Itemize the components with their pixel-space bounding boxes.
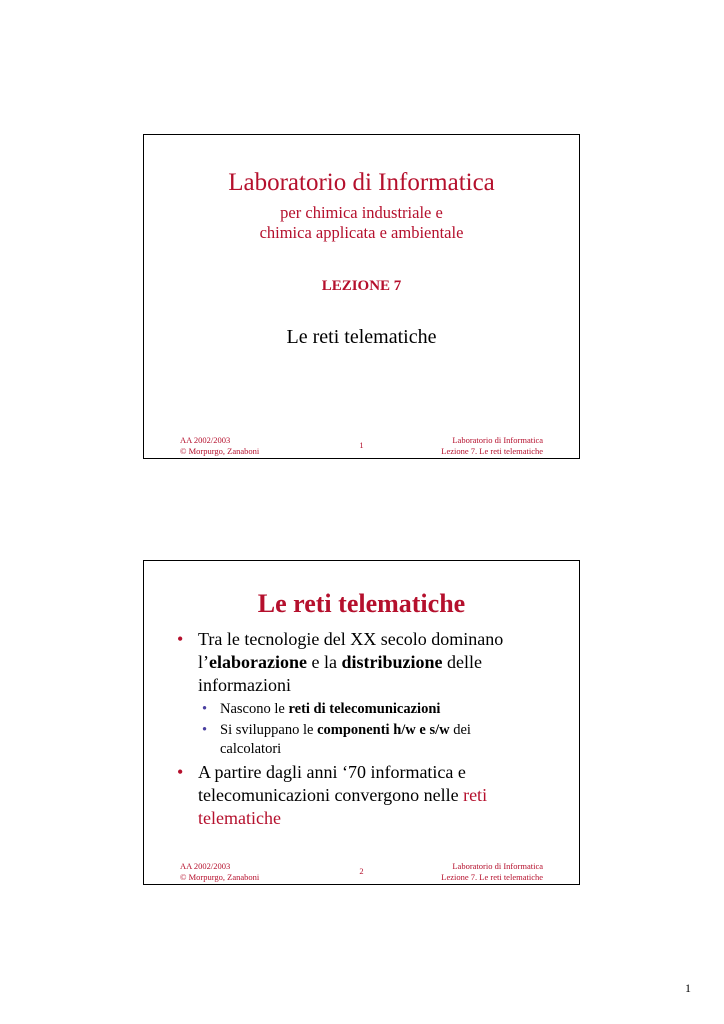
bullet-item xyxy=(172,761,549,830)
slide-title: Laboratorio di Informatica xyxy=(228,169,495,196)
text-run: l’ xyxy=(198,652,209,672)
slide-number: 2 xyxy=(359,866,364,876)
footer-lesson: Lezione 7. Le reti telematiche xyxy=(441,872,543,882)
bullet-item xyxy=(172,628,549,697)
slide-subtitle xyxy=(144,203,579,243)
slide-1 xyxy=(143,134,580,459)
highlight-term: telematiche xyxy=(198,808,281,828)
lesson-label: LEZIONE 7 xyxy=(321,278,402,294)
footer-year: AA 2002/2003 xyxy=(180,861,231,871)
sub-bullet-item xyxy=(172,700,549,719)
bullet-list xyxy=(172,628,549,833)
subtitle-line-2: chimica applicata e ambientale xyxy=(259,223,464,242)
bullet-text xyxy=(198,784,549,807)
footer-right xyxy=(441,435,543,457)
bullet-dot: • xyxy=(177,629,184,649)
footer-lesson: Lezione 7. Le reti telematiche xyxy=(441,446,543,456)
text-run: dei xyxy=(449,722,471,738)
sub-bullet-item xyxy=(172,721,549,759)
slide-2 xyxy=(143,560,580,885)
bullet-text xyxy=(198,651,549,674)
sub-bullet-dot: • xyxy=(202,722,208,738)
text-run: e la xyxy=(306,652,342,672)
footer-year: AA 2002/2003 xyxy=(180,435,231,445)
bullet-text: A partire dagli anni ‘70 informatica e xyxy=(198,762,466,782)
slide-number: 1 xyxy=(359,440,364,450)
lesson-topic: Le reti telematiche xyxy=(286,326,437,348)
footer-authors: © Morpurgo, Zanaboni xyxy=(180,872,260,882)
bold-term: elaborazione xyxy=(209,652,307,672)
text-run: delle xyxy=(442,652,482,672)
text-run: telecomunicazioni convergono nelle xyxy=(198,785,464,805)
text-run: Nascono le xyxy=(220,701,289,717)
bullet-text: Tra le tecnologie del XX secolo dominano xyxy=(198,629,504,649)
sub-bullet-dot: • xyxy=(202,701,208,717)
slide-title: Le reti telematiche xyxy=(257,589,466,618)
page-number: 1 xyxy=(685,981,691,995)
bullet-text xyxy=(220,721,549,740)
bullet-text: informazioni xyxy=(198,675,291,695)
footer-authors: © Morpurgo, Zanaboni xyxy=(180,446,260,456)
bullet-dot: • xyxy=(177,762,184,782)
footer-right xyxy=(441,861,543,883)
bold-term: reti di telecomunicazioni xyxy=(288,701,441,717)
subtitle-line-1: per chimica industriale e xyxy=(280,203,443,222)
bullet-text: calcolatori xyxy=(220,741,282,757)
footer-course: Laboratorio di Informatica xyxy=(452,435,543,445)
footer-course: Laboratorio di Informatica xyxy=(452,861,543,871)
bold-term: distribuzione xyxy=(341,652,443,672)
bold-term: componenti h/w e s/w xyxy=(317,722,450,738)
text-run: Si sviluppano le xyxy=(220,722,318,738)
highlight-term: reti xyxy=(463,785,488,805)
